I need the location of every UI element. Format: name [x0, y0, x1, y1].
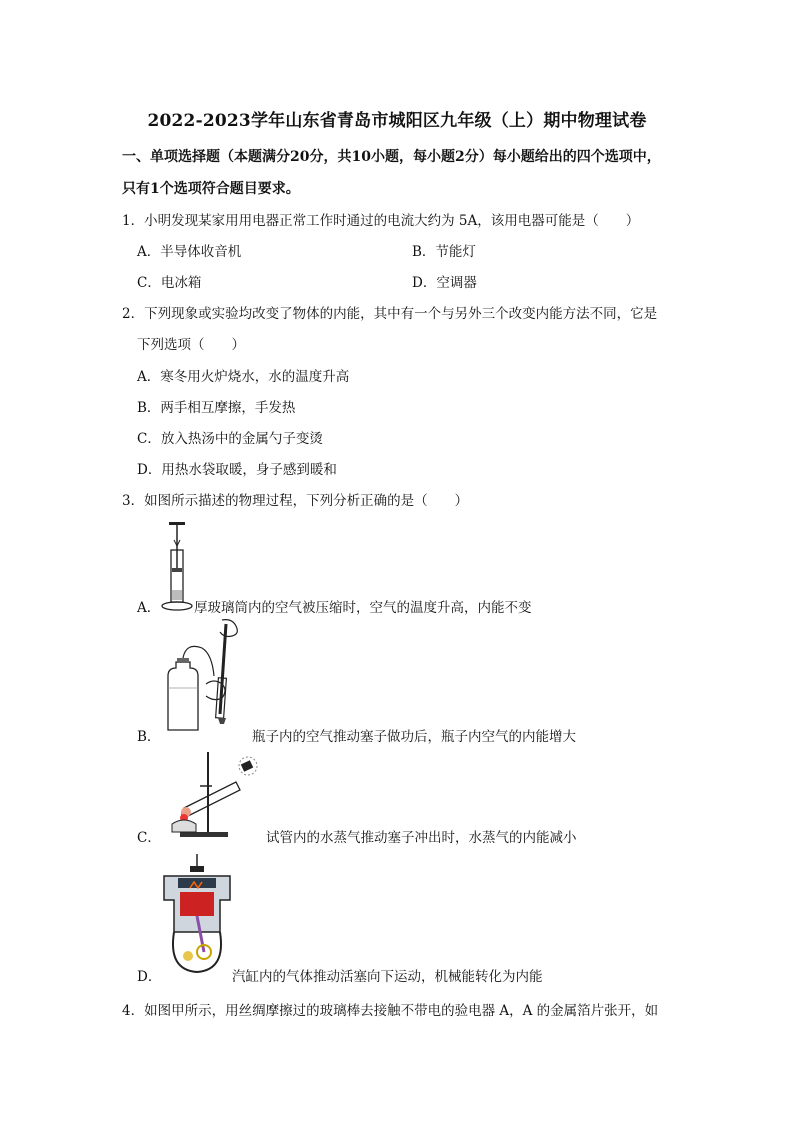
section-heading-line1: 一、单项选择题（本题满分20分，共10小题，每小题2分）每小题给出的四个选项中， — [122, 149, 661, 165]
q4-stem: 4．如图甲所示，用丝绸摩擦过的玻璃棒去接触不带电的验电器 A，A 的金属箔片张开，如 — [122, 1003, 659, 1019]
q3-option-c-label: C． — [137, 830, 161, 846]
engine-cylinder-figure — [160, 852, 234, 978]
q2-option-d: D．用热水袋取暖，身子感到暖和 — [137, 462, 337, 478]
test-tube-figure — [160, 746, 272, 842]
q1-option-a: A．半导体收音机 — [137, 244, 242, 260]
q3-option-d-label: D． — [137, 969, 162, 985]
q3-option-b-text: 瓶子内的空气推动塞子做功后，瓶子内空气的内能增大 — [252, 729, 576, 745]
q1-option-b: B．节能灯 — [412, 244, 476, 260]
q3-stem: 3．如图所示描述的物理过程，下列分析正确的是（ ） — [122, 493, 469, 509]
q2-option-a: A．寒冬用火炉烧水，水的温度升高 — [137, 369, 350, 385]
q3-option-b-label: B． — [137, 729, 161, 745]
q3-option-d-text: 汽缸内的气体推动活塞向下运动，机械能转化为内能 — [232, 969, 543, 985]
q2-stem-line2: 下列选项（ ） — [137, 337, 245, 353]
piston-cylinder-figure — [160, 520, 194, 612]
q2-option-c: C．放入热汤中的金属勺子变烫 — [137, 431, 323, 447]
section-heading-line2: 只有1个选项符合题目要求。 — [122, 181, 300, 197]
q1-stem: 1．小明发现某家用用电器正常工作时通过的电流大约为 5A，该用电器可能是（ ） — [122, 213, 640, 229]
page-title: 2022-2023学年山东省青岛市城阳区九年级（上）期中物理试卷 — [147, 111, 647, 131]
q3-option-a-text: 厚玻璃筒内的空气被压缩时，空气的温度升高，内能不变 — [194, 600, 532, 616]
q2-option-b: B．两手相互摩擦，手发热 — [137, 400, 296, 416]
bottle-pump-figure — [162, 618, 254, 736]
q3-option-c-text: 试管内的水蒸气推动塞子冲出时，水蒸气的内能减小 — [266, 830, 577, 846]
q2-stem-line1: 2．下列现象或实验均改变了物体的内能，其中有一个与另外三个改变内能方法不同，它是 — [122, 306, 658, 322]
q3-option-a-label: A． — [137, 600, 161, 616]
q1-option-c: C．电冰箱 — [137, 275, 202, 291]
q1-option-d: D．空调器 — [412, 275, 477, 291]
